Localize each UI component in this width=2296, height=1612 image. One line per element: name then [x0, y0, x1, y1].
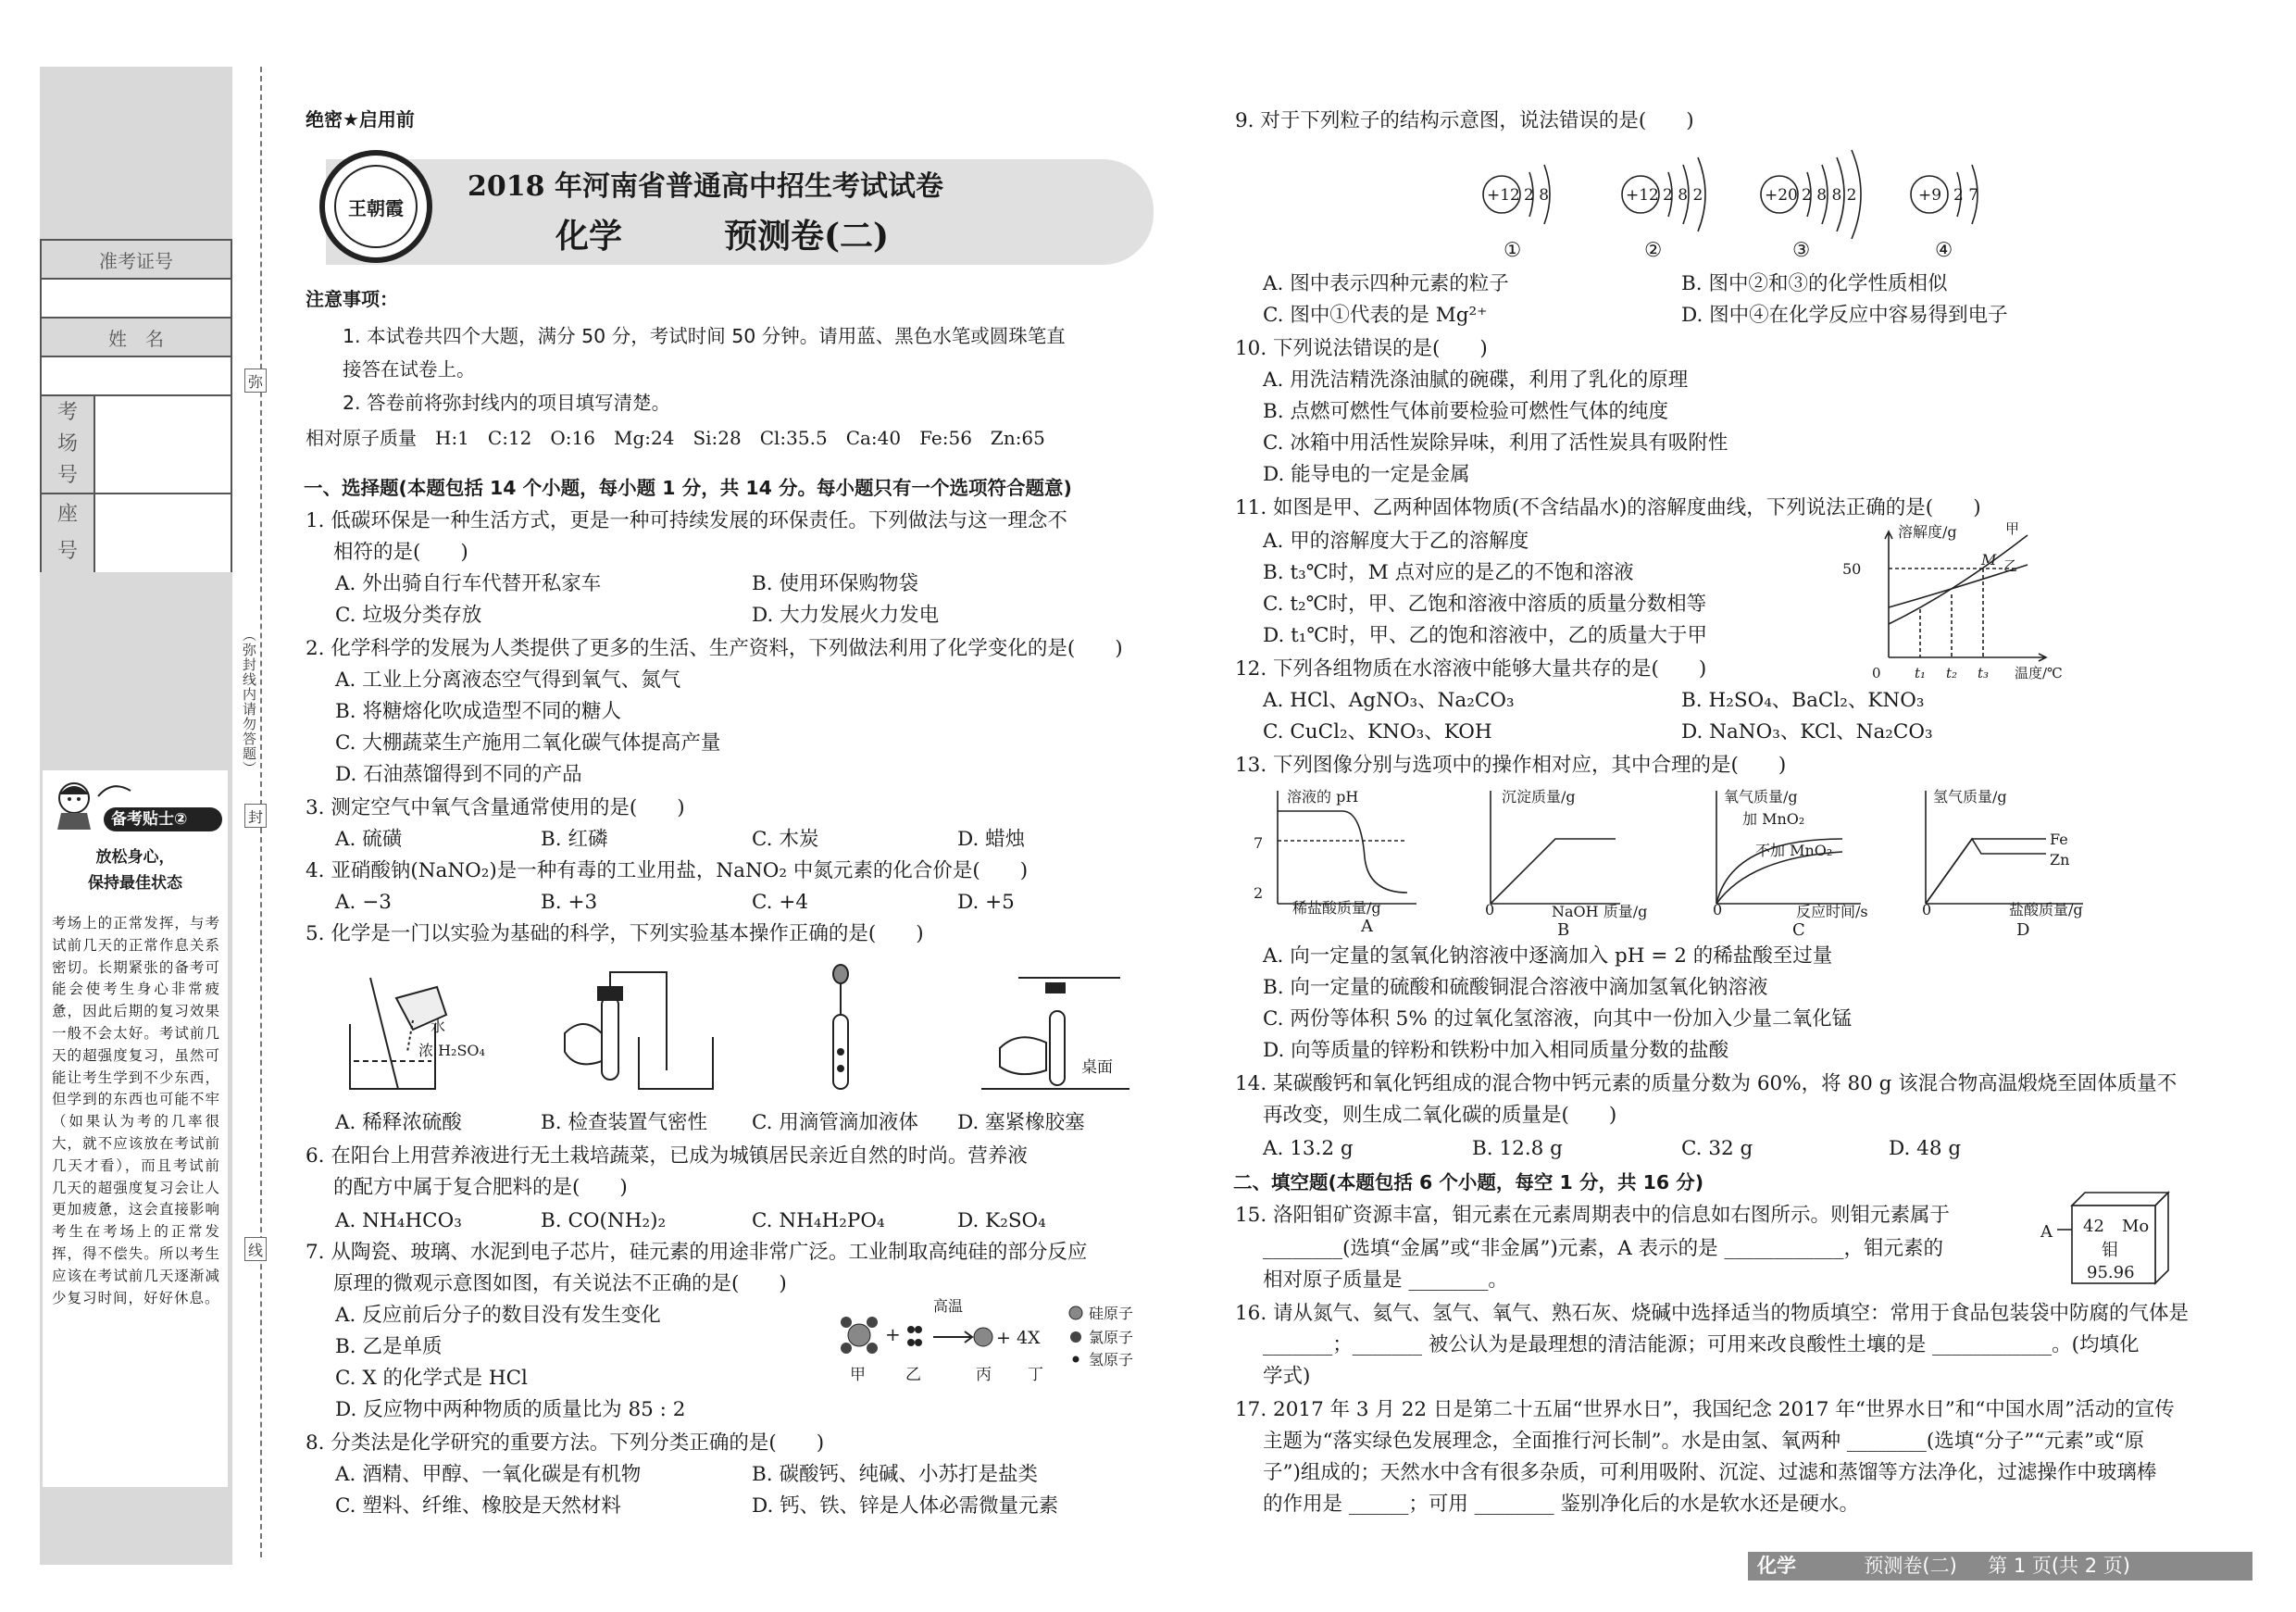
- note-item: 2. 答卷前将弥封线内的项目填写清楚。: [343, 392, 671, 414]
- q1-option-d[interactable]: D. 大力发展火力发电: [752, 604, 940, 627]
- section1-heading: 一、选择题(本题包括 14 个小题，每小题 1 分，共 14 分。每小题只有一个选项符合题意): [304, 477, 1072, 499]
- q5-option-c[interactable]: C. 用滴管滴加液体: [752, 1111, 918, 1134]
- q5-gas-tightness-figure: [565, 972, 713, 1089]
- ticket-number-field[interactable]: [42, 280, 231, 319]
- tip-title: 备考贴士②: [111, 810, 188, 829]
- q9-shells: 2 7: [1953, 186, 1979, 205]
- footer-subject: 化学: [1757, 1555, 1796, 1577]
- q11-option-c[interactable]: C. t₂℃时，甲、乙饱和溶液中溶质的质量分数相等: [1263, 593, 1707, 616]
- q9-nucleus: +12: [1626, 186, 1659, 205]
- q5-dropper-figure: [833, 965, 848, 1089]
- q11-t3: t₃: [1978, 665, 1990, 681]
- q7-product: + 4X: [996, 1328, 1041, 1348]
- footer-paper: 预测卷(二): [1864, 1555, 1957, 1577]
- q3-option-d[interactable]: D. 蜡烛: [957, 828, 1026, 851]
- q17-line: 子”)组成的；天然水中含有很多杂质，可利用吸附、沉淀、过滤和蒸馏等方法净化，过滤操作中玻璃棒: [1263, 1461, 2157, 1484]
- q9-shells: 2 8 8 2: [1802, 186, 1857, 205]
- q11-y50: 50: [1842, 560, 1862, 578]
- q5-apparatus-figures: [333, 959, 1185, 1098]
- candidate-info-box: [40, 239, 232, 572]
- subject-title: 化学: [555, 217, 623, 256]
- note-item: 接答在试卷上。: [343, 358, 476, 381]
- q7-stem: 原理的微观示意图如图，有关说法不正确的是( ): [333, 1272, 787, 1295]
- q8-option-a[interactable]: A. 酒精、甲醇、一氧化碳是有机物: [335, 1463, 642, 1486]
- seat-number-label: 座 号: [42, 494, 95, 572]
- q11-y-axis: [1885, 531, 1892, 657]
- q5-label-desk: 桌面: [1081, 1058, 1113, 1077]
- q14-option-b[interactable]: B. 12.8 g: [1472, 1137, 1563, 1160]
- q11-option-b[interactable]: B. t₃℃时，M 点对应的是乙的不饱和溶液: [1263, 561, 1634, 584]
- page-footer: [1748, 1552, 2252, 1581]
- svg-text:+: +: [885, 1323, 901, 1345]
- q9-atom-number: ②: [1644, 239, 1663, 262]
- q12-stem: 12. 下列各组物质在水溶液中能够大量共存的是( ): [1235, 657, 1707, 681]
- q12-option-c[interactable]: C. CuCl₂、KNO₃、KOH: [1263, 720, 1492, 744]
- q7-molecule-yi: [907, 1326, 922, 1346]
- q10-option-d[interactable]: D. 能导电的一定是金属: [1263, 463, 1470, 486]
- q16-line: 16. 请从氮气、氦气、氢气、氧气、熟石灰、烧碱中选择适当的物质填空：常用于食品包装袋中防腐的气体是: [1235, 1302, 2190, 1325]
- q16-line: 学式): [1263, 1365, 1311, 1388]
- seal-mark-mi: 弥: [244, 369, 267, 393]
- q14-stem: 再改变，则生成二氧化碳的质量是( ): [1263, 1104, 1617, 1127]
- q3-option-a[interactable]: A. 硫磺: [335, 828, 403, 851]
- q7-label: 乙: [905, 1366, 921, 1384]
- q4-option-a[interactable]: A. −3: [335, 891, 392, 914]
- q3-option-b[interactable]: B. 红磷: [541, 828, 608, 851]
- q9-atom-number: ④: [1935, 239, 1953, 262]
- q6-option-c[interactable]: C. NH₄H₂PO₄: [752, 1209, 885, 1232]
- q7-molecule-jia: [841, 1317, 878, 1354]
- q9-nucleus: +12: [1487, 186, 1520, 205]
- seal-mark-xian: 线: [244, 1237, 267, 1261]
- q13-d-tag: D: [2016, 920, 2030, 940]
- q1-option-b[interactable]: B. 使用环保购物袋: [752, 572, 918, 595]
- q12-option-a[interactable]: A. HCl、AgNO₃、Na₂CO₃: [1263, 689, 1515, 712]
- q7-stem: 7. 从陶瓷、玻璃、水泥到电子芯片，硅元素的用途非常广泛。工业制取高纯硅的部分反应: [306, 1241, 1088, 1264]
- q16-line: _______；_______ 被公认为是最理想的清洁能源；可用来改良酸性土壤的是 ____________。(均填化: [1263, 1333, 2140, 1356]
- q7-label: 甲: [850, 1366, 866, 1384]
- tip-body: 考场上的正常发挥，与考试前几天的正常作息关系密切。长期紧张的备考可能会使考生身心非常疲惫，因此后期的复习效果一般不会太好。考试前几天的超强度复习，虽然可能让考生学到不少东西，但学到的东西也可能不牢（如果认为考的几率很大，就不应该放在考试前几天才看），而且考试前几天的超强度复习会让人更加疲惫，这会直接影响考生在考场上的正常发挥，得不偿失。所以考生应该在考试前几天逐渐减少复习时间，好好休息。: [52, 915, 220, 1306]
- q13-d-origin: 0: [1922, 901, 1932, 918]
- q15-cell-symbol: Mo: [2122, 1217, 2150, 1236]
- q13-option-b[interactable]: B. 向一定量的硫酸和硫酸铜混合溶液中滴加氢氧化钠溶液: [1263, 976, 1768, 999]
- q11-point-m: M: [1981, 551, 1997, 569]
- q9-option-c[interactable]: C. 图中①代表的是 Mg²⁺: [1263, 304, 1488, 327]
- ticket-number-label: 准考证号: [42, 241, 231, 280]
- tip-motto: 放松身心， 保持最佳状态: [88, 848, 182, 893]
- notes-heading: 注意事项：: [306, 288, 398, 310]
- q6-option-b[interactable]: B. CO(NH₂)₂: [541, 1209, 667, 1232]
- seal-mark-feng: 封: [244, 804, 267, 828]
- q9-nucleus: +20: [1765, 186, 1798, 205]
- q13-c-tag: C: [1792, 920, 1805, 940]
- exam-room-label: 考 场 号: [42, 396, 95, 493]
- tip-header: [43, 770, 228, 833]
- q4-option-b[interactable]: B. +3: [541, 891, 598, 914]
- q13-c-line1: 加 MnO₂: [1742, 810, 1805, 828]
- q15-line: ________(选填“金属”或“非金属”)元素，A 表示的是 ____________，钼元素的: [1263, 1237, 1943, 1260]
- q7-option-c[interactable]: C. X 的化学式是 HCl: [335, 1367, 528, 1390]
- q9-nucleus: +9: [1918, 186, 1942, 205]
- q9-stem: 9. 对于下列粒子的结构示意图，说法错误的是( ): [1235, 109, 1694, 132]
- q10-option-a[interactable]: A. 用洗洁精洗涤油腻的碗碟，利用了乳化的原理: [1263, 369, 1689, 392]
- q13-c-origin: 0: [1713, 901, 1723, 918]
- q9-shells: 2 8: [1524, 186, 1550, 205]
- q4-stem: 4. 亚硝酸钠(NaNO₂)是一种有毒的工业用盐，NaNO₂ 中氮元素的化合价是( ): [306, 859, 1029, 882]
- atomic-masses: 相对原子质量 H:1 C:12 O:16 Mg:24 Si:28 Cl:35.5 Ca:40 Fe:56 Zn:65: [306, 427, 1045, 449]
- q11-yi-label: 乙: [2003, 557, 2018, 574]
- q10-option-b[interactable]: B. 点燃可燃性气体前要检验可燃性气体的纯度: [1263, 400, 1668, 423]
- q1-stem: 相符的是( ): [333, 541, 468, 564]
- q9-option-a[interactable]: A. 图中表示四种元素的粒子: [1263, 272, 1509, 295]
- q7-arrow: [933, 1331, 972, 1343]
- q1-option-a[interactable]: A. 外出骑自行车代替开私家车: [335, 572, 602, 595]
- q14-option-c[interactable]: C. 32 g: [1681, 1137, 1753, 1160]
- q17-line: 主题为“落实绿色发展理念，全面推行河长制”。水是由氢、氧两种 ________(选填“分子”“元素”或“原: [1263, 1430, 2145, 1453]
- q13-c-xlabel: 反应时间/s: [1796, 903, 1868, 920]
- q13-a-y2: 2: [1254, 884, 1264, 902]
- q15-cell-a: A: [2040, 1222, 2053, 1242]
- q7-molecule-bing: [974, 1328, 992, 1346]
- exam-room-field[interactable]: [42, 396, 231, 494]
- q6-option-a[interactable]: A. NH₄HCO₃: [335, 1209, 462, 1232]
- q13-c-ylabel: 氧气质量/g: [1724, 788, 1798, 806]
- q15-line: 相对原子质量是 ________。: [1263, 1268, 1508, 1292]
- q5-option-b[interactable]: B. 检查装置气密性: [541, 1111, 707, 1134]
- q2-stem: 2. 化学科学的发展为人类提供了更多的生活、生产资料，下列做法利用了化学变化的是( ): [306, 637, 1123, 660]
- q13-a-ylabel: 溶液的 pH: [1287, 788, 1359, 806]
- q13-d-zn: Zn: [2050, 851, 2070, 868]
- q11-curve-jia: [1889, 535, 2028, 624]
- q13-stem: 13. 下列图像分别与选项中的操作相对应，其中合理的是( ): [1235, 754, 1787, 777]
- q2-option-c[interactable]: C. 大棚蔬菜生产施用二氧化碳气体提高产量: [335, 731, 721, 755]
- q13-d-xlabel: 盐酸质量/g: [2009, 901, 2083, 918]
- q13-b-tag: B: [1557, 920, 1570, 940]
- q4-option-c[interactable]: C. +4: [752, 891, 809, 914]
- q12-option-d[interactable]: D. NaNO₃、KCl、Na₂CO₃: [1681, 720, 1933, 744]
- confidential-mark: 绝密★启用前: [306, 108, 415, 131]
- seat-number-field[interactable]: [42, 494, 231, 572]
- q5-label-acid: 浓 H₂SO₄: [418, 1042, 485, 1059]
- q3-option-c[interactable]: C. 木炭: [752, 828, 819, 851]
- q11-t1: t₁: [1915, 665, 1927, 681]
- q3-stem: 3. 测定空气中氧气含量通常使用的是( ): [306, 796, 685, 819]
- q13-option-a[interactable]: A. 向一定量的氢氧化钠溶液中逐滴加入 pH = 2 的稀盐酸至过量: [1263, 944, 1833, 968]
- q11-jia-label: 甲: [2005, 520, 2020, 537]
- q13-a-xlabel: 稀盐酸质量/g: [1292, 899, 1381, 917]
- q13-b-origin: 0: [1485, 901, 1495, 918]
- q1-stem: 1. 低碳环保是一种生活方式，更是一种可持续发展的环保责任。下列做法与这一理念不: [306, 509, 1067, 532]
- q13-option-c[interactable]: C. 两份等体积 5% 的过氧化氢溶液，向其中一份加入少量二氧化锰: [1263, 1007, 1853, 1031]
- q13-b-xlabel: NaOH 质量/g: [1552, 903, 1648, 920]
- q7-option-b[interactable]: B. 乙是单质: [335, 1335, 443, 1358]
- q6-option-d[interactable]: D. K₂SO₄: [957, 1209, 1046, 1232]
- q13-d-ylabel: 氢气质量/g: [1933, 788, 2007, 806]
- q4-option-d[interactable]: D. +5: [957, 891, 1015, 914]
- q11-option-d[interactable]: D. t₁℃时，甲、乙的饱和溶液中，乙的质量大于甲: [1263, 624, 1707, 647]
- q15-cell-name: 钼: [2102, 1241, 2118, 1260]
- q13-c-line2: 不加 MnO₂: [1755, 842, 1833, 859]
- q11-solubility-graph: [1879, 528, 2055, 667]
- q5-label-water: 水: [430, 1018, 446, 1035]
- q7-condition: 高温: [933, 1297, 964, 1315]
- q10-option-c[interactable]: C. 冰箱中用活性炭除异味，利用了活性炭具有吸附性: [1263, 431, 1728, 455]
- q9-shells: 2 8 2: [1663, 186, 1703, 205]
- q11-option-a[interactable]: A. 甲的溶解度大于乙的溶解度: [1263, 530, 1529, 553]
- q11-origin: 0: [1872, 665, 1881, 681]
- q13-option-d[interactable]: D. 向等质量的锌粉和铁粉中加入相同质量分数的盐酸: [1263, 1039, 1729, 1062]
- q17-line: 的作用是 ______；可用 ________ 鉴别净化后的水是软水还是硬水。: [1263, 1493, 1860, 1516]
- q8-option-d[interactable]: D. 钙、铁、锌是人体必需微量元素: [752, 1494, 1059, 1518]
- q7-legend-h: 氢原子: [1089, 1351, 1134, 1368]
- q6-stem: 的配方中属于复合肥料的是( ): [333, 1176, 628, 1199]
- q15-cell-number: 42: [2083, 1217, 2104, 1236]
- q11-ylabel: 溶解度/g: [1898, 523, 1957, 541]
- q8-option-c[interactable]: C. 塑料、纤维、橡胶是天然材料: [335, 1494, 621, 1518]
- q2-option-b[interactable]: B. 将糖熔化吹成造型不同的糖人: [335, 700, 621, 723]
- section2-heading: 二、填空题(本题包括 6 个小题，每空 1 分，共 16 分): [1233, 1171, 1704, 1193]
- q5-option-a[interactable]: A. 稀释浓硫酸: [335, 1111, 462, 1134]
- q7-label: 丁: [1028, 1366, 1043, 1384]
- exam-title: 2018 年河南省普通高中招生考试试卷: [468, 170, 943, 203]
- q17-line: 17. 2017 年 3 月 22 日是第二十五届“世界水日”，我国纪念 2017 年“世界水日”和“中国水周”活动的宣传: [1235, 1398, 2175, 1421]
- name-field[interactable]: [42, 357, 231, 396]
- q7-legend-cl: 氯原子: [1089, 1329, 1134, 1346]
- q9-atom-number: ③: [1792, 239, 1811, 262]
- q5-option-d[interactable]: D. 塞紧橡胶塞: [957, 1111, 1085, 1134]
- q7-legend-si: 硅原子: [1089, 1305, 1134, 1322]
- q7-legend: [1069, 1306, 1082, 1363]
- q9-option-d[interactable]: D. 图中④在化学反应中容易得到电子: [1681, 304, 2008, 327]
- q2-option-d[interactable]: D. 石油蒸馏得到不同的产品: [335, 763, 582, 786]
- q13-a-tag: A: [1361, 917, 1373, 936]
- footer-page: 第 1 页(共 2 页): [1988, 1555, 2130, 1577]
- seal-note: （弥封线内请勿答题）: [241, 628, 257, 776]
- q15-cell-mass: 95.96: [2087, 1263, 2135, 1282]
- q11-stem: 11. 如图是甲、乙两种固体物质(不含结晶水)的溶解度曲线，下列说法正确的是( ): [1235, 496, 1981, 519]
- q6-stem: 6. 在阳台上用营养液进行无土栽培蔬菜，已成为城镇居民亲近自然的时尚。营养液: [306, 1144, 1028, 1168]
- logo-text: 王朝霞: [334, 165, 418, 248]
- q12-option-b[interactable]: B. H₂SO₄、BaCl₂、KNO₃: [1681, 689, 1925, 712]
- name-label: 姓 名: [42, 319, 231, 357]
- q13-b-ylabel: 沉淀质量/g: [1502, 788, 1576, 806]
- q8-option-b[interactable]: B. 碳酸钙、纯碱、小苏打是盐类: [752, 1463, 1038, 1486]
- q10-stem: 10. 下列说法错误的是( ): [1235, 337, 1488, 360]
- q14-option-d[interactable]: D. 48 g: [1889, 1137, 1962, 1160]
- q13-a-y7: 7: [1254, 834, 1264, 852]
- q2-option-a[interactable]: A. 工业上分离液态空气得到氧气、氮气: [335, 669, 681, 692]
- q7-label: 丙: [976, 1366, 992, 1384]
- q9-atom-number: ①: [1504, 239, 1522, 262]
- q13-d-fe: Fe: [2050, 831, 2068, 848]
- q14-option-a[interactable]: A. 13.2 g: [1263, 1137, 1354, 1160]
- q14-stem: 14. 某碳酸钙和氧化钙组成的混合物中钙元素的质量分数为 60%，将 80 g 该混合物高温煅烧至固体质量不: [1235, 1072, 2177, 1095]
- q8-stem: 8. 分类法是化学研究的重要方法。下列分类正确的是( ): [306, 1431, 825, 1455]
- q7-option-d[interactable]: D. 反应物中两种物质的质量比为 85 : 2: [335, 1398, 686, 1421]
- note-item: 1. 本试卷共四个大题，满分 50 分，考试时间 50 分钟。请用蓝、黑色水笔或圆珠笔直: [343, 325, 1066, 347]
- q1-option-c[interactable]: C. 垃圾分类存放: [335, 604, 482, 627]
- q7-option-a[interactable]: A. 反应前后分子的数目没有发生变化: [335, 1304, 661, 1327]
- q11-t2: t₂: [1946, 665, 1958, 681]
- q5-stem: 5. 化学是一门以实验为基础的科学，下列实验基本操作正确的是( ): [306, 922, 924, 945]
- q9-option-b[interactable]: B. 图中②和③的化学性质相似: [1681, 272, 1948, 295]
- q11-xlabel: 温度/℃: [2015, 665, 2063, 681]
- q15-line: 15. 洛阳钼矿资源丰富，钼元素在元素周期表中的信息如右图所示。则钼元素属于: [1235, 1204, 1951, 1227]
- paper-title: 预测卷(二): [724, 217, 890, 256]
